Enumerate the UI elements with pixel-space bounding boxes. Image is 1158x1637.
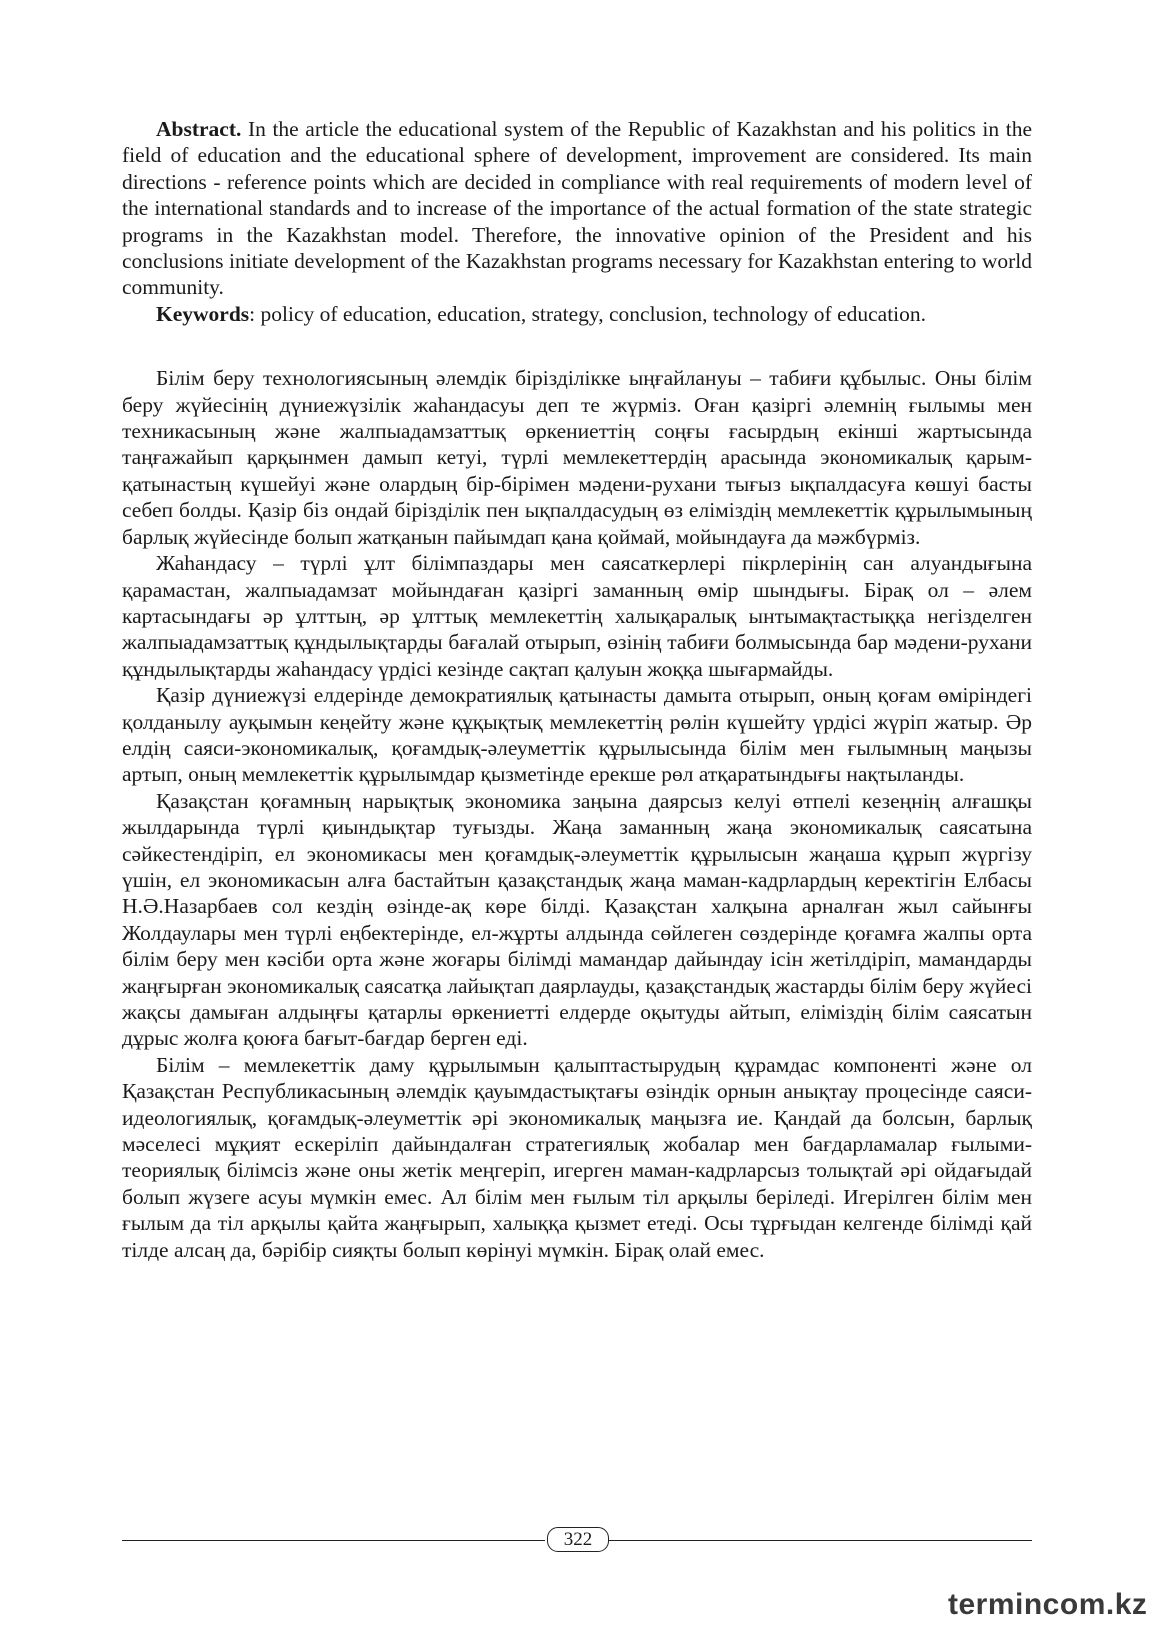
keywords-label: Keywords (156, 301, 250, 326)
page-footer (122, 1525, 1032, 1555)
body-paragraph: Білім – мемлекеттік даму құрылымын қалыптастырудың құрамдас компоненті және ол Қазақстан Республикасының әлемдік қауымдастықтағы өзіндік орнын анықтау процесінде саяси-идеологиялық, қоғамдық-әлеуметтік әрі экономикалық маңызға ие. Қандай да болсын, барлық мәселесі мұқият ескеріліп дайындалған стратегиялық жобалар мен бағдарламалар ғылыми-теориялық білімсіз және оны жетік меңгеріп, игерген маман-кадрларсыз толықтай әрі ойдағыдай болып жүзеге асуы мүмкін емес. Ал білім мен ғылым тіл арқылы беріледі. Игерілген білім мен ғылым да тіл арқылы қайта жаңғырып, халыққа қызмет етеді. Осы тұрғыдан келгенде білімді қай тілде алсаң да, бәрібір сияқты болып көрінуі мүмкін. Бірақ олай емес. (122, 1052, 1032, 1262)
abstract-label: Abstract. (156, 117, 242, 141)
footer-rule-left (122, 1540, 545, 1541)
body-paragraph: Білім беру технологиясының әлемдік біріздiлiкке ыңғайлануы – табиғи құбылыс. Оны білім беру жүйесінің дүниежүзілік жаһандасуы деп те жүрміз. Оған қазіргі әлемнің ғылымы мен техникасының және жалпыадамзаттық өркениеттің соңғы ғасырдың екінші жартысында таңғажайып қарқынмен дамып кетуі, түрлі мемлекеттердің арасында экономикалық қарым-қатынастың күшейуі және олардың бір-бірімен мәдени-рухани тығыз ықпалдасуға көшуі басты себеп болды. Қазір біз ондай біріздiлiк пен ықпалдасудың өз еліміздің мемлекеттік құрылымының барлық жүйесінде болып жатқанын пайымдап қана қоймай, мойындауға да мәжбүрміз. (122, 366, 1032, 549)
page-content (122, 116, 1032, 1263)
abstract-paragraph (122, 116, 1032, 301)
body-paragraph: Жаһандасу – түрлі ұлт білімпаздары мен саясаткерлері пікрлерінің сан алуандығына қарамастан, жалпыадамзат мойындаған қазіргі заманның өмір шындығы. Бірақ ол – әлем картасындағы әр ұлттың, әр ұлттық мемлекеттің халықаралық ынтымақтастыққа негізделген жалпыадамзаттық құндылықтарды бағалай отырып, өзінің табиғи болмысында бар мәдени-рухани құндылықтарды жаһандасу үрдісі кезінде сақтап қалуын жоққа шығармайды. (122, 551, 1032, 681)
page-number: 322 (547, 1527, 609, 1552)
watermark-logo: termincom.kz (948, 1588, 1148, 1621)
body-paragraph: Қазақстан қоғамның нарықтық экономика заңына даярсыз келуі өтпелі кезеңнің алғашқы жылдарында түрлі қиындықтар туғызды. Жаңа заманның жаңа экономикалық саясатына сәйкестендіріп, ел экономикасы мен қоғамдық-әлеуметтік құрылысын жаңаша құрып жүргізу үшін, ел экономикасын алға бастайтын қазақстандық жаңа маман-кадрлардың керектігін Елбасы Н.Ә.Назарбаев сол кездің өзінде-ақ көре білді. Қазақстан халқына арналған жыл сайынғы Жолдаулары мен түрлі еңбектерінде, ел-жұрты алдында сөйлеген сөздерінде қоғамға жалпы орта білім беру мен кәсіби орта және жоғары білімді мамандар дайындау ісін жетілдіріп, мамандарды жаңғырған экономикалық саясатқа лайықтап даярлауды, қазақстандық жастарды білім беру жүйесі жақсы дамыған алдыңғы қатарлы өркениетті елдерде оқытуды айтып, еліміздің білім саясатын дұрыс жолға қоюға бағыт-бағдар берген еді. (122, 788, 1032, 1051)
keywords-text: : policy of education, education, strategy, conclusion, technology of education. (249, 301, 927, 326)
abstract-block (122, 116, 1032, 327)
keywords-paragraph (122, 301, 1032, 327)
footer-rule-right (609, 1540, 1032, 1541)
abstract-text: In the article the educational system of the Republic of Kazakhstan and his politics in the field of education and the educational sphere of development, improvement are considered. Its main directions - reference points which are decided in compliance with real requirements of modern level of the international standards and to increase of the importance of the actual formation of the state strategic programs in the Kazakhstan model. Therefore, the innovative opinion of the President and his conclusions initiate development of the Kazakhstan programs necessary for Kazakhstan entering to world community. (122, 117, 1032, 300)
body-paragraph: Қазір дүниежүзі елдерінде демократиялық қатынасты дамыта отырып, оның қоғам өміріндегі қолданылу ауқымын кеңейту және құқықтық мемлекеттің рөлін күшейту үрдісі жүріп жатыр. Әр елдің саяси-экономикалық, қоғамдық-әлеуметтік құрылысында білім мен ғылымның маңызы артып, оның мемлекеттік құрылымдар қызметінде ерекше рөл атқаратындығы нақтыланды. (122, 683, 1032, 787)
